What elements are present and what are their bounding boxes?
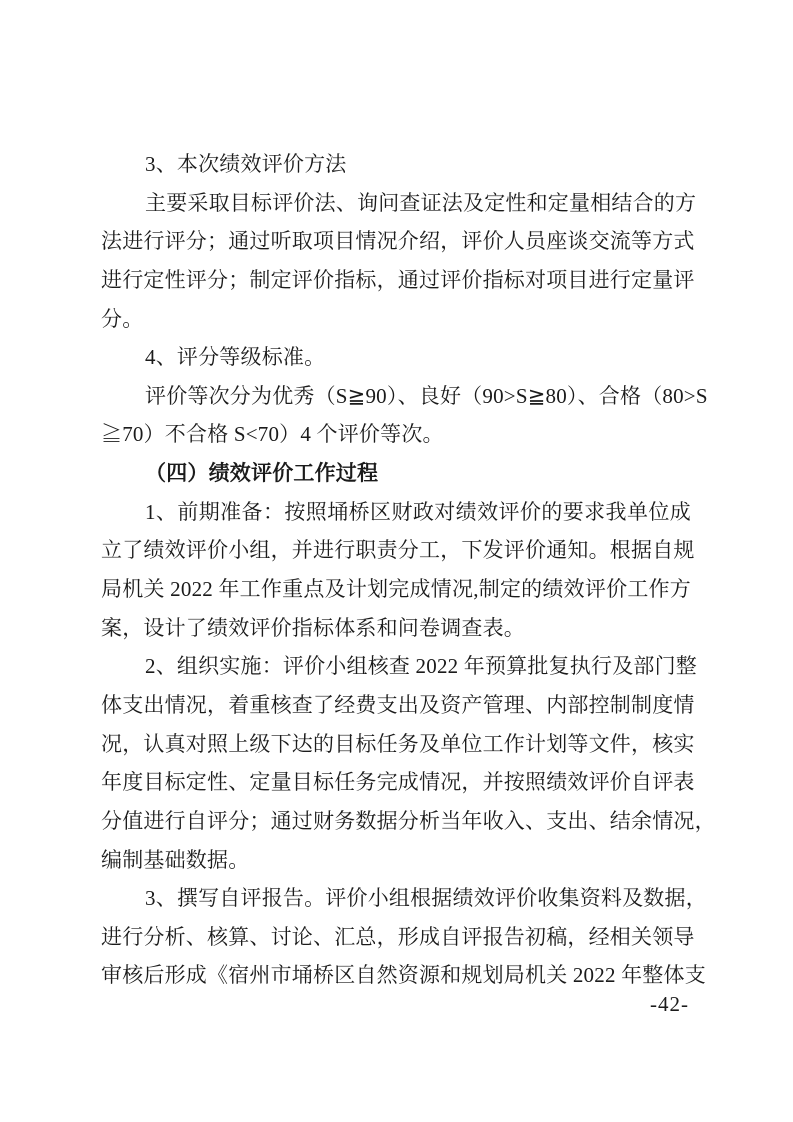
text-line: 体支出情况，着重核查了经费支出及资产管理、内部控制制度情 (101, 692, 695, 717)
text-line: 立了绩效评价小组，并进行职责分工，下发评价通知。根据自规 (101, 538, 695, 563)
document-body (101, 145, 716, 995)
text-line: 况，认真对照上级下达的目标任务及单位工作计划等文件，核实 (101, 731, 695, 756)
text-line: 分值进行自评分；通过财务数据分析当年收入、支出、结余情况， (101, 808, 716, 833)
text-line: ≧70）不合格 S<70）4 个评价等次。 (101, 422, 444, 447)
text-line: 3、本次绩效评价方法 (145, 152, 347, 176)
text-line: 1、前期准备：按照埇桥区财政对绩效评价的要求我单位成 (145, 499, 691, 524)
text-line: 案，设计了绩效评价指标体系和问卷调查表。 (101, 615, 525, 640)
page-number: -42- (650, 992, 689, 1016)
text-line: 进行定性评分；制定评价指标，通过评价指标对项目进行定量评 (101, 267, 695, 292)
text-line: 进行分析、核算、讨论、汇总，形成自评报告初稿，经相关领导 (101, 924, 695, 949)
text-line: 编制基础数据。 (101, 847, 250, 872)
text-line: 审核后形成《宿州市埇桥区自然资源和规划局机关 2022 年整体支 (101, 963, 706, 988)
text-line: 评价等次分为优秀（S≧90）、良好（90>S≧80）、合格（80>S (145, 383, 708, 408)
text-line: 局机关 2022 年工作重点及计划完成情况,制定的绩效评价工作方 (101, 577, 691, 602)
text-line: 年度目标定性、定量目标任务完成情况，并按照绩效评价自评表 (101, 770, 695, 795)
text-line: 3、撰写自评报告。评价小组根据绩效评价收集资料及数据， (145, 886, 707, 911)
section-heading: （四）绩效评价工作过程 (145, 461, 379, 486)
text-line: 2、组织实施：评价小组核查 2022 年预算批复执行及部门整 (145, 654, 697, 679)
text-line: 法进行评分；通过听取项目情况介绍，评价人员座谈交流等方式 (101, 229, 695, 254)
text-line: 主要采取目标评价法、询问查证法及定性和定量相结合的方 (145, 190, 697, 215)
text-line: 分。 (101, 306, 144, 331)
text-line: 4、评分等级标准。 (145, 345, 326, 370)
